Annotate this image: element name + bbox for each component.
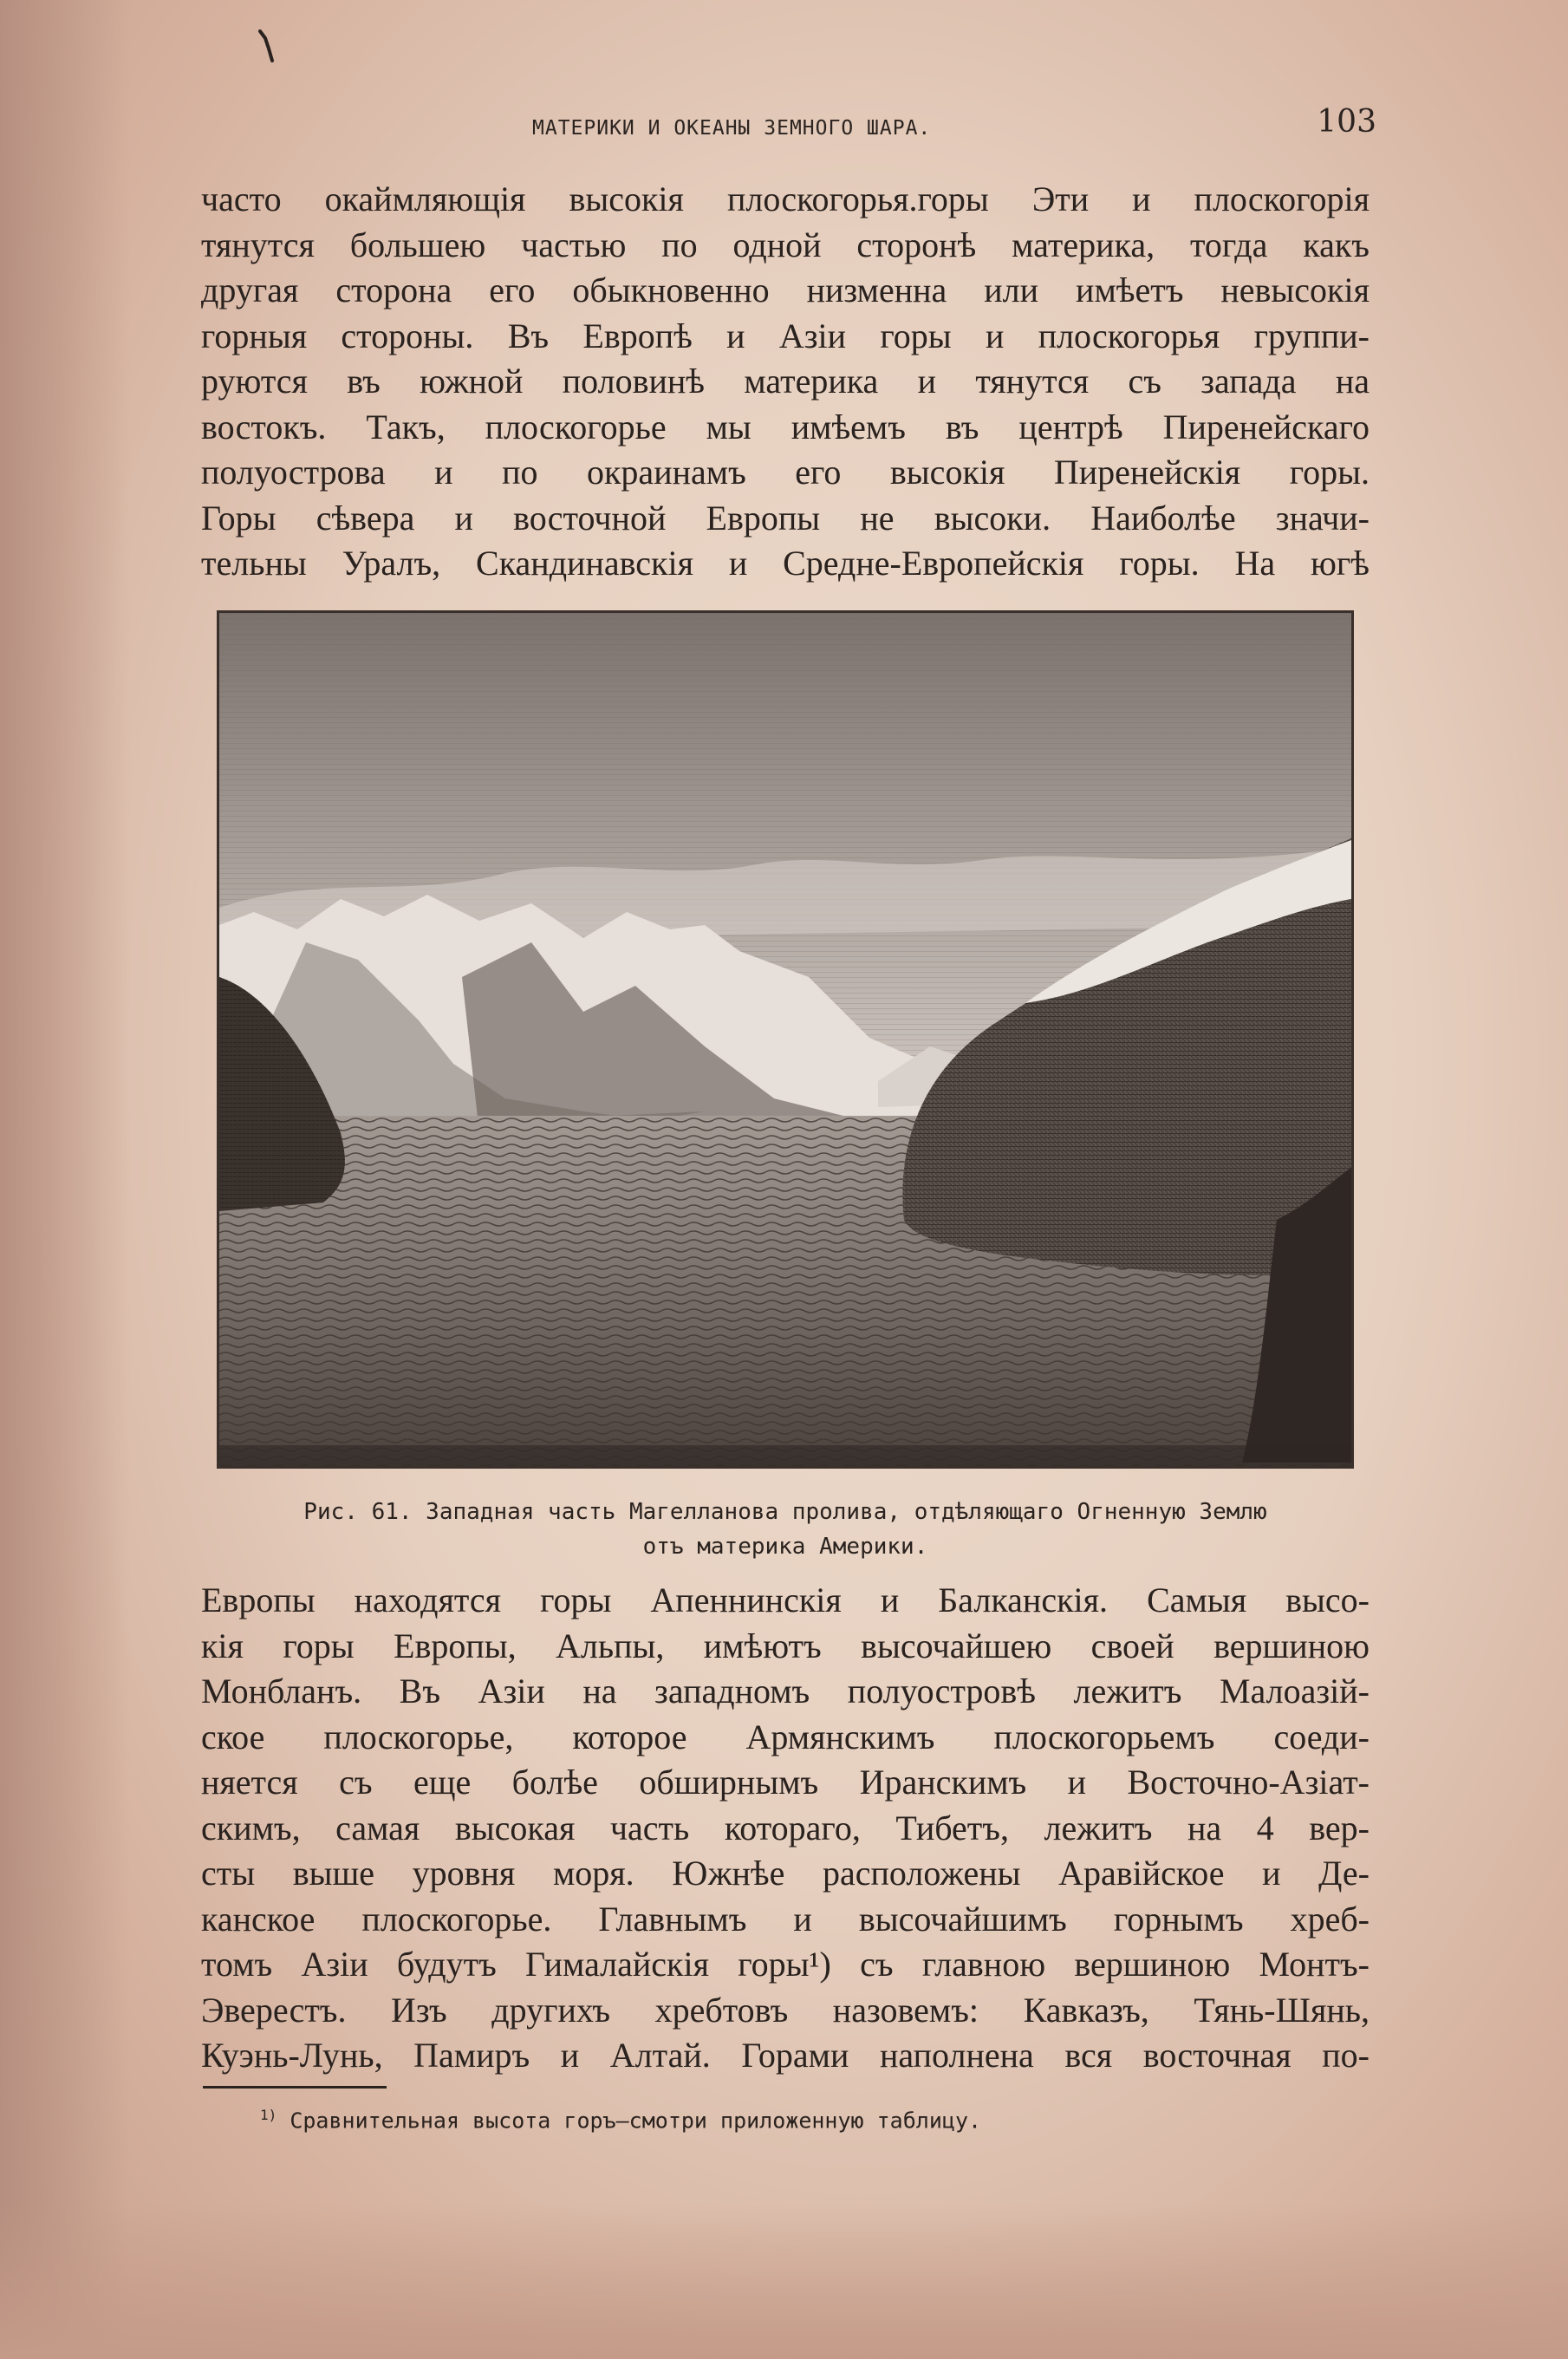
ink-mark	[257, 29, 279, 64]
text-line: скимъ, самая высокая часть котораго, Тибетъ, лежитъ на 4 вер-	[201, 1808, 1370, 1847]
footnote	[260, 2096, 1335, 2134]
text-line: полуострова и по окраинамъ его высокія Пиренейскія горы.	[201, 453, 1370, 492]
page-bottom-shadow	[0, 2202, 1568, 2359]
text-line: другая сторона его обыкновенно низменна или имѣетъ невысокія	[201, 270, 1370, 310]
text-line: Европы находятся горы Апеннинскія и Балканскія. Самыя высо-	[201, 1580, 1370, 1619]
text-line: Куэнь-Лунь, Памиръ и Алтай. Горами наполнена вся восточная по-	[201, 2036, 1370, 2075]
figure-caption	[201, 1495, 1370, 1564]
text-line: часто окаймляющія высокія плоскогорья.горы Эти и плоскогорія	[201, 179, 1370, 218]
running-title: МАТЕРИКИ И ОКЕАНЫ ЗЕМНОГО ШАРА.	[532, 117, 932, 140]
text-line: ское плоскогорье, которое Армянскимъ плоскогорьемъ соеди-	[201, 1717, 1370, 1756]
footnote-rule	[203, 2086, 387, 2089]
text-line: востокъ. Такъ, плоскогорье мы имѣемъ въ центрѣ Пиренейскаго	[201, 407, 1370, 446]
footnote-marker: 1)	[260, 2107, 277, 2123]
text-line: Горы сѣвера и восточной Европы не высоки. Наиболѣе значи-	[201, 498, 1370, 538]
text-line: кія горы Европы, Альпы, имѣютъ высочайшею своей вершиною	[201, 1626, 1370, 1665]
page-left-shadow	[0, 0, 130, 2359]
text-line: тельны Уралъ, Скандинавскія и Средне-Европейскія горы. На югѣ	[201, 544, 1370, 583]
text-line: тянутся большею частью по одной сторонѣ материка, тогда какъ	[201, 225, 1370, 264]
text-line: руются въ южной половинѣ материка и тянутся съ запада на	[201, 362, 1370, 401]
text-line: томъ Азіи будутъ Гималайскія горы¹) съ главною вершиною Монтъ-	[201, 1945, 1370, 1984]
page-number: 103	[1317, 104, 1376, 140]
engraving-magellan-strait	[217, 610, 1354, 1469]
text-line: сты выше уровня моря. Южнѣе расположены Аравійское и Де-	[201, 1854, 1370, 1893]
paragraph-bottom	[201, 1578, 1370, 2079]
text-line: горныя стороны. Въ Европѣ и Азіи горы и плоскогорья группи-	[201, 316, 1370, 355]
paragraph-top	[201, 177, 1370, 587]
caption-line: Рис. 61. Западная часть Магелланова пролива, отдѣляющаго Огненную Землю	[303, 1499, 1267, 1525]
engraving-illustration	[219, 613, 1351, 1466]
caption-line: отъ материка Америки.	[642, 1534, 928, 1560]
text-line: Эверестъ. Изъ другихъ хребтовъ назовемъ: Кавказъ, Тянь-Шянь,	[201, 1990, 1370, 2030]
text-line: няется съ еще болѣе обширнымъ Иранскимъ и Восточно-Азіат-	[201, 1763, 1370, 1802]
text-line: Монбланъ. Въ Азіи на западномъ полуостровѣ лежитъ Малоазій-	[201, 1672, 1370, 1711]
text-line: канское плоскогорье. Главнымъ и высочайшимъ горнымъ хреб-	[201, 1899, 1370, 1939]
footnote-text: Сравнительная высота горъ—смотри приложенную таблицу.	[290, 2108, 982, 2134]
